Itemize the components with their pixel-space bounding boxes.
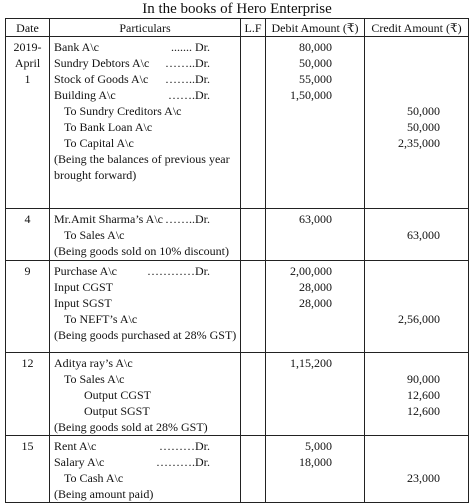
debit-marker: …………Dr. [147, 264, 210, 278]
debit-marker: …….Dr. [168, 88, 210, 102]
entry-debit [266, 261, 365, 353]
entry-lf [241, 353, 266, 436]
entry-credit [365, 37, 469, 209]
entry-lf [241, 37, 266, 209]
header-lf: L.F [241, 19, 266, 37]
particular-line [54, 371, 238, 387]
debit-marker: ....... Dr. [171, 40, 210, 54]
journal-entry-row [6, 436, 469, 503]
entry-particulars [50, 261, 241, 353]
particular-line [54, 438, 238, 454]
particular-line [54, 295, 238, 311]
journal-entry-row [6, 261, 469, 353]
particular-line [54, 470, 238, 486]
account-name: Building A\c [54, 88, 116, 102]
credit-amount: 2,35,000 [398, 136, 440, 150]
entry-particulars [50, 353, 241, 436]
narration: (Being goods sold at 28% GST) [54, 420, 208, 434]
account-name: Input SGST [54, 296, 112, 310]
particular-line [54, 279, 238, 295]
credit-amount [365, 87, 468, 103]
debit-amount [266, 387, 364, 403]
credit-amount: 50,000 [407, 120, 440, 134]
credit-amount: 2,56,000 [398, 312, 440, 326]
particular-line [54, 103, 238, 119]
account-name: Rent A\c [54, 439, 97, 453]
credit-amount [365, 279, 468, 295]
account-name: To Sales A\c [64, 228, 125, 242]
document-title: In the books of Hero Enterprise [142, 1, 332, 17]
debit-amount: 63,000 [299, 212, 332, 226]
debit-amount: 1,15,200 [290, 356, 332, 370]
credit-amount [365, 39, 468, 55]
journal-entry-row [6, 353, 469, 436]
credit-amount: 12,600 [407, 388, 440, 402]
debit-marker: ……….Dr. [156, 455, 210, 469]
credit-amount [365, 263, 468, 279]
particular-line [54, 454, 238, 470]
debit-marker: ……..Dr. [165, 72, 210, 86]
particular-line [54, 311, 238, 327]
debit-marker: ……..Dr. [165, 212, 210, 226]
credit-amount: 50,000 [407, 104, 440, 118]
date-line: April [14, 56, 41, 70]
credit-amount [365, 71, 468, 87]
debit-marker: ………Dr. [159, 439, 210, 453]
date-line: 9 [24, 264, 31, 278]
account-name: Purchase A\c [54, 264, 117, 278]
particular-line [54, 119, 238, 135]
journal-entry-row [6, 209, 469, 261]
account-name: Stock of Goods A\c [54, 72, 149, 86]
header-credit: Credit Amount (₹) [365, 19, 469, 37]
narration: (Being goods purchased at 28% GST) [54, 328, 237, 342]
particular-line [54, 87, 238, 103]
credit-amount: 12,600 [407, 404, 440, 418]
account-name: Sundry Debtors A\c [54, 56, 150, 70]
debit-amount: 50,000 [299, 56, 332, 70]
journal-table [5, 18, 469, 503]
entry-lf [241, 261, 266, 353]
journal-entry-row [6, 37, 469, 209]
date-line: 2019- [13, 40, 42, 54]
debit-amount: 80,000 [299, 40, 332, 54]
debit-amount: 2,00,000 [290, 264, 332, 278]
entry-particulars [50, 209, 241, 261]
particular-line [54, 211, 238, 227]
entry-particulars [50, 37, 241, 209]
debit-amount [266, 403, 364, 419]
entry-lf [241, 209, 266, 261]
narration: (Being goods sold on 10% discount) [54, 244, 229, 258]
particular-line [54, 387, 238, 403]
account-name: To Sales A\c [64, 372, 125, 386]
account-name: Input CGST [54, 280, 114, 294]
particular-line [54, 227, 238, 243]
debit-marker: ……..Dr. [165, 56, 210, 70]
entry-debit [266, 209, 365, 261]
account-name: To Sundry Creditors A\c [64, 104, 182, 118]
entry-credit [365, 261, 469, 353]
credit-amount [365, 438, 468, 454]
header-row [6, 19, 469, 37]
account-name: To Cash A\c [64, 471, 124, 485]
particular-line [54, 55, 238, 71]
entry-date [6, 209, 50, 261]
particular-line [54, 71, 238, 87]
entry-debit [266, 436, 365, 503]
credit-amount [365, 55, 468, 71]
particular-line [54, 39, 238, 55]
debit-amount: 28,000 [299, 280, 332, 294]
debit-amount [266, 227, 364, 243]
entry-particulars [50, 436, 241, 503]
entry-date [6, 37, 50, 209]
credit-amount: 23,000 [407, 471, 440, 485]
date-line: 4 [24, 212, 31, 226]
account-name: Aditya ray’s A\c [54, 356, 133, 370]
account-name: To Capital A\c [64, 136, 134, 150]
entry-credit [365, 353, 469, 436]
entry-debit [266, 353, 365, 436]
account-name: Output SGST [84, 404, 150, 418]
narration: (Being the balances of previous year brought forward) [54, 152, 230, 182]
debit-amount [266, 119, 364, 135]
entry-credit [365, 209, 469, 261]
debit-amount: 28,000 [299, 296, 332, 310]
entry-lf [241, 436, 266, 503]
header-date: Date [6, 19, 50, 37]
credit-amount [365, 454, 468, 470]
debit-amount [266, 103, 364, 119]
debit-amount [266, 470, 364, 486]
particular-line [54, 355, 238, 371]
debit-amount [266, 371, 364, 387]
account-name: Salary A\c [54, 455, 105, 469]
entry-debit [266, 37, 365, 209]
debit-amount [266, 311, 364, 327]
credit-amount: 63,000 [407, 228, 440, 242]
debit-amount: 18,000 [299, 455, 332, 469]
particular-line [54, 263, 238, 279]
entry-credit [365, 436, 469, 503]
debit-amount [266, 135, 364, 151]
account-name: Output CGST [84, 388, 152, 402]
header-debit: Debit Amount (₹) [266, 19, 365, 37]
entry-date [6, 353, 50, 436]
debit-amount: 55,000 [299, 72, 332, 86]
date-line: 15 [21, 439, 34, 453]
debit-amount: 1,50,000 [290, 88, 332, 102]
entry-date [6, 261, 50, 353]
account-name: Mr.Amit Sharma’s A\c [54, 212, 163, 226]
date-line: 12 [21, 356, 34, 370]
particular-line [54, 135, 238, 151]
credit-amount [365, 355, 468, 371]
date-line: 1 [24, 72, 31, 86]
particular-line [54, 403, 238, 419]
account-name: To NEFT’s A\c [64, 312, 138, 326]
narration: (Being amount paid) [54, 487, 154, 501]
entry-date [6, 436, 50, 503]
account-name: Bank A\c [54, 40, 99, 54]
credit-amount: 90,000 [407, 372, 440, 386]
debit-amount: 5,000 [305, 439, 332, 453]
credit-amount [365, 211, 468, 227]
account-name: To Bank Loan A\c [64, 120, 153, 134]
credit-amount [365, 295, 468, 311]
header-particulars: Particulars [50, 19, 241, 37]
